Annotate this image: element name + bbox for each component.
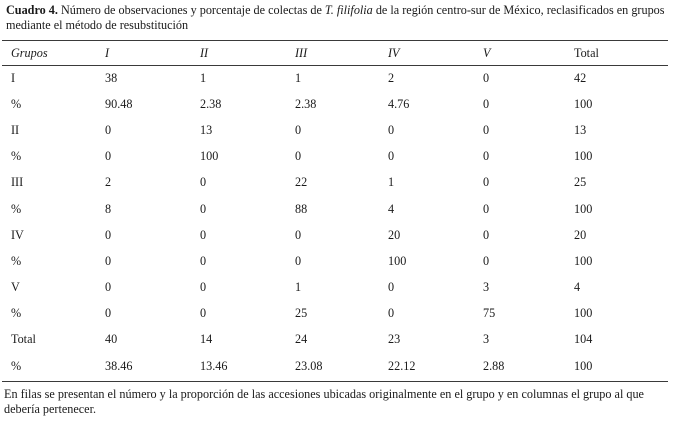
table-cell: 3 xyxy=(483,280,490,295)
row-label-cell: I xyxy=(11,70,16,85)
table-cell: 0 xyxy=(483,149,490,164)
table-cell: 1 xyxy=(388,175,395,190)
table-cell: 0 xyxy=(105,149,112,164)
row-label-cell: % xyxy=(11,96,22,111)
table-cell: 0 xyxy=(105,227,112,242)
row-label-cell: Total xyxy=(11,332,36,347)
table-cell: 0 xyxy=(388,149,395,164)
table-cell: 0 xyxy=(295,253,302,268)
table-row xyxy=(2,301,668,327)
table-row xyxy=(2,117,668,143)
table-cell: 0 xyxy=(105,253,112,268)
row-label-cell: % xyxy=(11,358,22,373)
table-bottom-rule xyxy=(2,381,668,382)
classification-table xyxy=(2,41,668,379)
row-label-cell: V xyxy=(11,280,20,295)
table-cell: 22.12 xyxy=(388,358,416,373)
table-cell: 2.38 xyxy=(200,96,222,111)
row-label-cell: % xyxy=(11,149,22,164)
row-label-cell: III xyxy=(11,175,24,190)
table-cell: 0 xyxy=(295,149,302,164)
table-cell: 23.08 xyxy=(295,358,323,373)
header-group-iii: III xyxy=(295,45,308,60)
table-cell: 0 xyxy=(388,306,395,321)
table-cell: 3 xyxy=(483,332,490,347)
table-cell: 1 xyxy=(295,70,302,85)
table-cell: 75 xyxy=(483,306,496,321)
row-label-cell: IV xyxy=(11,227,24,242)
table-cell: 24 xyxy=(295,332,308,347)
table-cell: 104 xyxy=(574,332,593,347)
table-cell: 0 xyxy=(483,122,490,137)
row-label-cell: % xyxy=(11,201,22,216)
table-cell: 0 xyxy=(483,201,490,216)
table-cell: 38 xyxy=(105,70,118,85)
table-row xyxy=(2,91,668,117)
table-cell: 2 xyxy=(388,70,395,85)
table-row xyxy=(2,275,668,301)
table-cell: 1 xyxy=(295,280,302,295)
table-body xyxy=(2,65,668,379)
table-cell: 0 xyxy=(105,280,112,295)
table-cell: 100 xyxy=(574,149,593,164)
table-cell: 0 xyxy=(295,122,302,137)
row-label-cell: % xyxy=(11,253,22,268)
table-cell: 90.48 xyxy=(105,96,133,111)
table-cell: 100 xyxy=(388,253,407,268)
table-cell: 22 xyxy=(295,175,308,190)
table-row xyxy=(2,248,668,274)
table-cell: 88 xyxy=(295,201,308,216)
table-cell: 100 xyxy=(574,253,593,268)
table-cell: 0 xyxy=(483,96,490,111)
table-cell: 2.88 xyxy=(483,358,505,373)
header-total: Total xyxy=(574,45,599,60)
table-cell: 4.76 xyxy=(388,96,410,111)
table-cell: 0 xyxy=(388,280,395,295)
header-group-iv: IV xyxy=(388,45,400,60)
table-row xyxy=(2,327,668,353)
table-row xyxy=(2,65,668,91)
table-cell: 23 xyxy=(388,332,401,347)
table-cell: 0 xyxy=(200,227,207,242)
header-grupos: Grupos xyxy=(11,45,48,60)
table-header-row xyxy=(2,41,668,65)
table-cell: 14 xyxy=(200,332,213,347)
table-cell: 13 xyxy=(574,122,587,137)
table-cell: 0 xyxy=(483,70,490,85)
table-cell: 13 xyxy=(200,122,213,137)
table-cell: 4 xyxy=(574,280,581,295)
table-cell: 25 xyxy=(295,306,308,321)
caption-label: Cuadro 4. xyxy=(6,3,58,17)
table-cell: 100 xyxy=(574,358,593,373)
table-cell: 0 xyxy=(200,201,207,216)
table-cell: 8 xyxy=(105,201,112,216)
table-cell: 2.38 xyxy=(295,96,317,111)
table-cell: 0 xyxy=(388,122,395,137)
table-footnote: En filas se presentan el número y la proporción de las accesiones ubicadas originalmente en el grupo y en columnas el grupo al que debería pertenecer. xyxy=(4,387,644,416)
table-cell: 0 xyxy=(105,306,112,321)
caption-text-before: Número de observaciones y porcentaje de colectas de xyxy=(57,3,325,17)
table-cell: 0 xyxy=(105,122,112,137)
table-cell: 38.46 xyxy=(105,358,133,373)
table-cell: 1 xyxy=(200,70,207,85)
table-cell: 40 xyxy=(105,332,118,347)
table-row xyxy=(2,196,668,222)
table-cell: 13.46 xyxy=(200,358,228,373)
table-row xyxy=(2,353,668,379)
table-cell: 0 xyxy=(200,253,207,268)
table-row xyxy=(2,222,668,248)
table-cell: 100 xyxy=(574,306,593,321)
table-cell: 0 xyxy=(200,306,207,321)
caption-text-after: de la región centro-sur de México, reclasificados en grupos mediante el método de resubstitución xyxy=(6,3,665,32)
table-cell: 25 xyxy=(574,175,587,190)
table-cell: 100 xyxy=(574,201,593,216)
table-cell: 20 xyxy=(574,227,587,242)
table-caption xyxy=(6,3,670,33)
table-row xyxy=(2,144,668,170)
header-group-v: V xyxy=(483,45,491,60)
table-cell: 0 xyxy=(483,253,490,268)
table-cell: 0 xyxy=(483,227,490,242)
table-cell: 100 xyxy=(200,149,219,164)
caption-species-name: T. filifolia xyxy=(324,3,373,17)
header-group-ii: II xyxy=(200,45,209,60)
table-cell: 42 xyxy=(574,70,587,85)
table-cell: 0 xyxy=(483,175,490,190)
header-group-i: I xyxy=(105,45,110,60)
row-label-cell: II xyxy=(11,122,20,137)
table-cell: 0 xyxy=(295,227,302,242)
table-cell: 4 xyxy=(388,201,395,216)
table-cell: 20 xyxy=(388,227,401,242)
table-cell: 0 xyxy=(200,175,207,190)
row-label-cell: % xyxy=(11,306,22,321)
table-cell: 2 xyxy=(105,175,112,190)
table-cell: 0 xyxy=(200,280,207,295)
table-cell: 100 xyxy=(574,96,593,111)
table-row xyxy=(2,170,668,196)
